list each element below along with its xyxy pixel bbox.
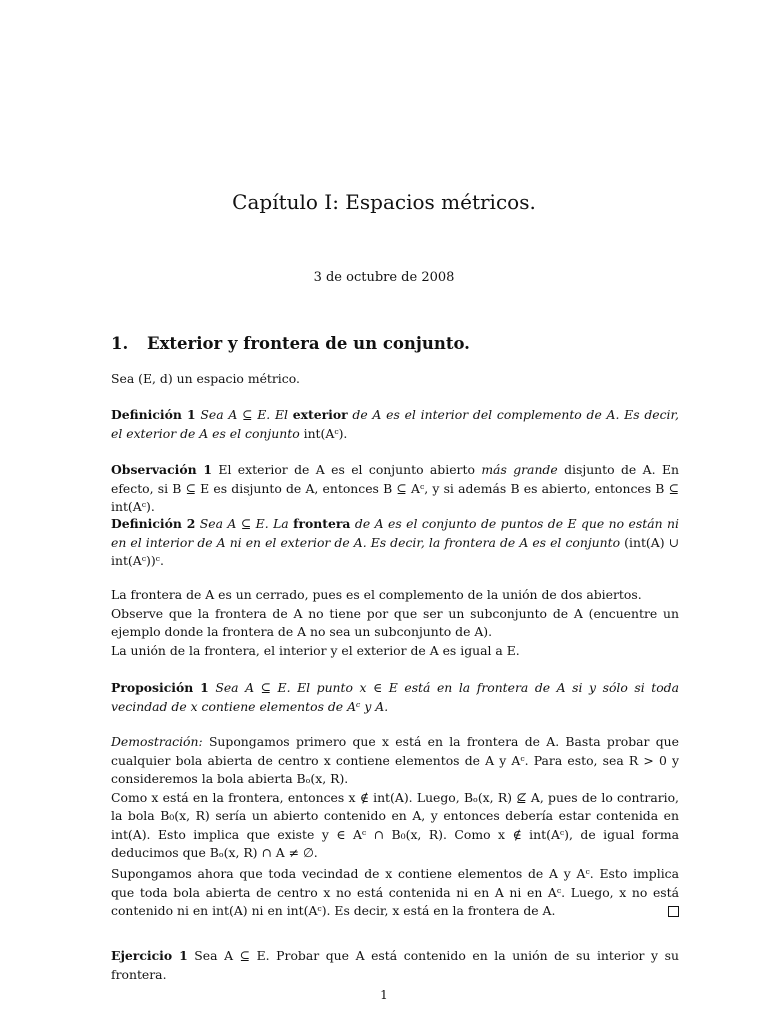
definition-1-text-b: de A es el interior del complemento de A. Es decir, el exterior de A es el conjunto [111,407,680,441]
definition-1-formula: int(Aᶜ). [303,425,348,441]
page-number: 1 [380,988,388,1002]
section-heading [111,334,470,353]
intro-paragraph: Sea (E, d) un espacio métrico. [111,371,300,386]
section-number: 1. [111,334,129,353]
proposition-1-text: Sea A ⊆ E. El punto x ∈ E está en la frontera de A si y sólo si toda vecindad de x contiene elementos de Aᶜ y A. [111,680,679,714]
proof-paragraph-3 [111,865,679,921]
proof-text-3: Supongamos ahora que toda vecindad de x contiene elementos de A y Aᶜ. Esto implica que toda bola abierta de centro x no está contenida ni en A ni en Aᶜ. Luego, x no está contenido ni en int(A) ni en int(Aᶜ). Es decir, x está en la frontera de A. [111,866,679,918]
section-title: Exterior y frontera de un conjunto. [147,334,470,353]
proof-paragraph-2: Como x está en la frontera, entonces x ∉ int(A). Luego, Bₒ(x, R) ⊈ A, pues de lo contrario, la bola B₀(x, R) sería un abierto contenido en A, y entonces debería estar contenida en int(A). Esto implica que existe y ∈ Aᶜ ∩ B₀(x, R). Como x ∉ int(Aᶜ), de igual forma deducimos que Bₒ(x, R) ∩ A ≠ ∅. [111,789,679,860]
proof-block [111,733,679,863]
definition-2-term: frontera [293,516,351,531]
exercise-1 [111,947,679,984]
remarks-block [111,586,679,660]
remark-line-3: La unión de la frontera, el interior y el exterior de A es igual a E. [111,642,520,658]
proof-paragraph-1 [111,733,679,789]
definition-1-term: exterior [292,407,348,422]
qed-square-icon [668,906,679,917]
remark-line-1: La frontera de A es un cerrado, pues es el complemento de la unión de dos abiertos. [111,587,642,602]
observation-1-text-b: disjunto de A. En efecto, si B ⊆ E es disjunto de A, entonces B ⊆ Aᶜ, y si además B es abierto, entonces B ⊆ int(Aᶜ). [111,462,679,514]
definition-2 [111,515,679,571]
observation-1-emph: más grande [481,462,558,477]
definition-1-text-a: Sea A ⊆ E. El [200,407,288,422]
exercise-1-text: Sea A ⊆ E. Probar que A está contenido en la unión de su interior y su frontera. [111,948,679,982]
remark-line-2: Observe que la frontera de A no tiene por que ser un subconjunto de A (encuentre un ejemplo donde la frontera de A no sea un subconjunto de A). [111,605,679,639]
document-title: Capítulo I: Espacios métricos. [232,190,536,214]
observation-1-text-a: El exterior de A es el conjunto abierto [218,462,475,477]
proposition-1 [111,679,679,716]
proposition-1-label: Proposición 1 [111,680,209,695]
definition-2-text-a: Sea A ⊆ E. La [199,516,289,531]
observation-1 [111,461,679,517]
definition-2-label: Definición 2 [111,516,196,531]
proof-label: Demostración: [111,734,203,749]
definition-1 [111,406,679,443]
definition-2-text-b: de A es el conjunto de puntos de E que no están ni en el interior de A ni en el exterior de A. Es decir, la frontera de A es el conjunto [111,516,679,550]
exercise-1-label: Ejercicio 1 [111,948,188,963]
document-date: 3 de octubre de 2008 [313,270,455,285]
definition-2-formula: (int(A) ∪ int(Aᶜ))ᶜ. [111,534,679,568]
definition-1-label: Definición 1 [111,407,196,422]
observation-1-label: Observación 1 [111,462,212,477]
proof-text-1: Supongamos primero que x está en la frontera de A. Basta probar que cualquier bola abierta de centro x contiene elementos de A y Aᶜ. Para esto, sea R > 0 y consideremos la bola abierta Bₒ(x, R). [111,734,679,786]
